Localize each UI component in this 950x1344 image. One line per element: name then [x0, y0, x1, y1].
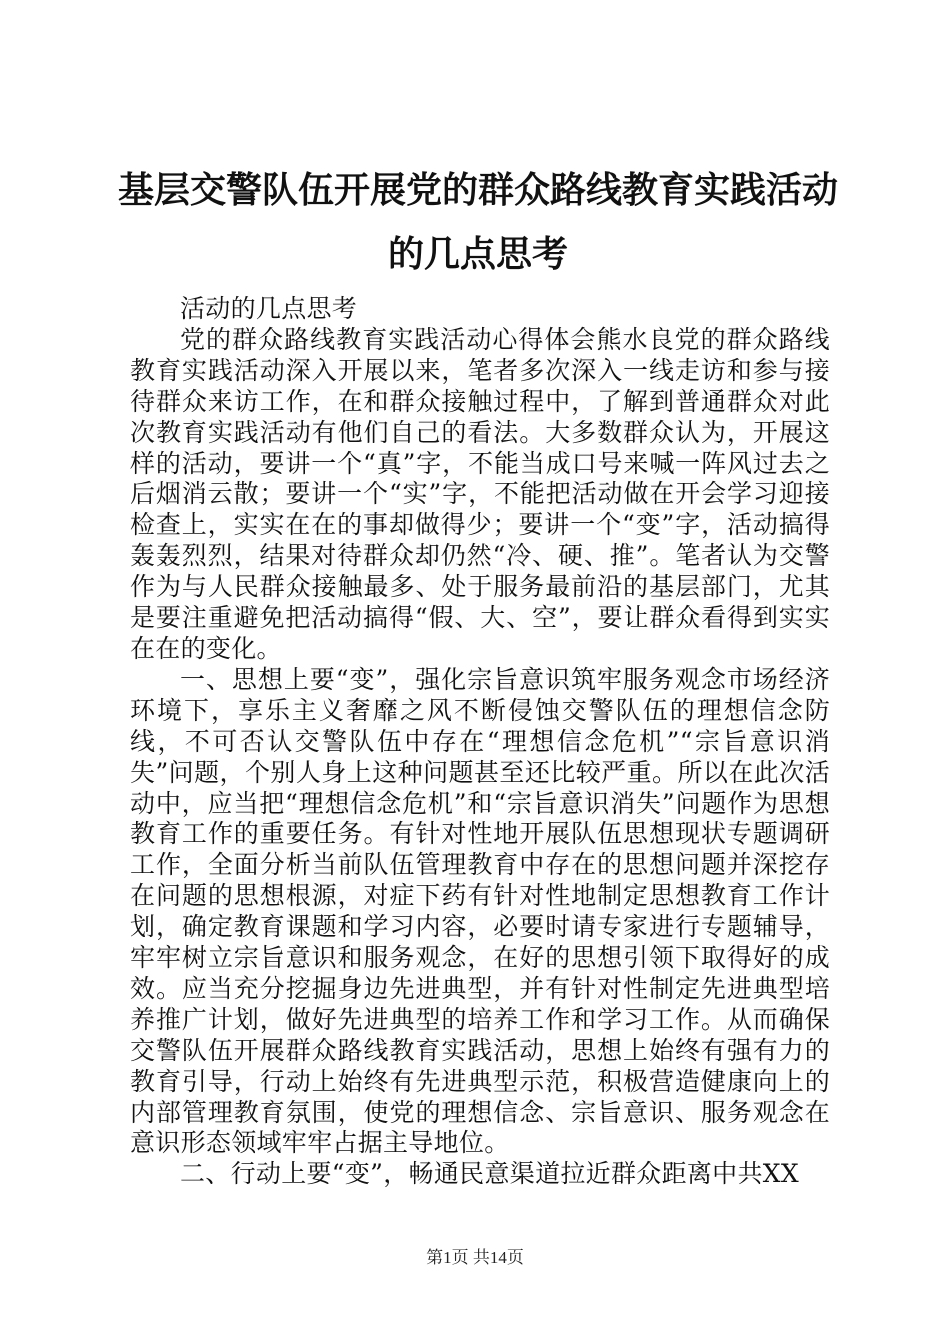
page-footer: 第1页 共14页: [426, 1248, 524, 1267]
document-body: [130, 294, 830, 1190]
paragraph-section-1: 一、思想上要“变”，强化宗旨意识筑牢服务观念市场经济环境下，享乐主义奢靡之风不断侵蚀交警队伍的理想信念防线，不可否认交警队伍中存在“理想信念危机”“宗旨意识消失”问题，个别人身上这种问题甚至还比较严重。所以在此次活动中，应当把“理想信念危机”和“宗旨意识消失”问题作为思想教育工作的重要任务。有针对性地开展队伍思想现状专题调研工作，全面分析当前队伍管理教育中存在的思想问题并深挖存在问题的思想根源，对症下药有针对性地制定思想教育工作计划，确定教育课题和学习内容，必要时请专家进行专题辅导，牢牢树立宗旨意识和服务观念，在好的思想引领下取得好的成效。应当充分挖掘身边先进典型，并有针对性制定先进典型培养推广计划，做好先进典型的培养工作和学习工作。从而确保交警队伍开展群众路线教育实践活动，思想上始终有强有力的教育引导，行动上始终有先进典型示范，积极营造健康向上的内部管理教育氛围，使党的理想信念、宗旨意识、服务观念在意识形态领域牢牢占据主导地位。: [130, 664, 830, 1158]
document-title: [118, 158, 838, 286]
title-line-1: 基层交警队伍开展党的群众路线教育实践活动: [118, 169, 839, 211]
paragraph-intro: 党的群众路线教育实践活动心得体会熊水良党的群众路线教育实践活动深入开展以来，笔者多次深入一线走访和参与接待群众来访工作，在和群众接触过程中，了解到普通群众对此次教育实践活动有他们自己的看法。大多数群众认为，开展这样的活动，要讲一个“真”字，不能当成口号来喊一阵风过去之后烟消云散；要讲一个“实”字，不能把活动做在开会学习迎接检查上，实实在在的事却做得少；要讲一个“变”字，活动搞得轰轰烈烈，结果对待群众却仍然“冷、硬、推”。笔者认为交警作为与人民群众接触最多、处于服务最前沿的基层部门，尤其是要注重避免把活动搞得“假、大、空”，要让群众看得到实实在在的变化。: [130, 324, 830, 663]
title-line-2: 的几点思考: [387, 233, 568, 275]
paragraph-subtitle: 活动的几点思考: [180, 294, 358, 323]
paragraph-section-2: 二、行动上要“变”，畅通民意渠道拉近群众距离中共XX: [180, 1159, 799, 1189]
